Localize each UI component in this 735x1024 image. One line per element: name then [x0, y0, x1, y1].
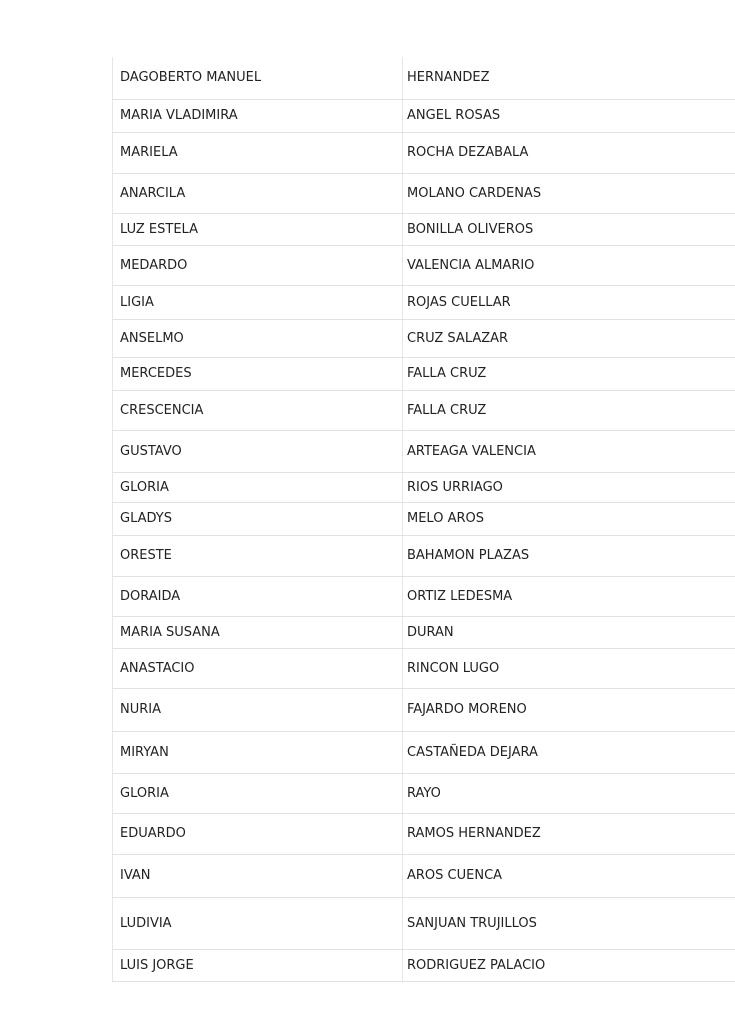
first-name-cell: ORESTE: [113, 535, 403, 576]
table-row: [113, 357, 735, 390]
first-name-cell: ANASTACIO: [113, 648, 403, 688]
last-name-cell: DURAN: [403, 616, 735, 648]
first-name-cell: LUDIVIA: [113, 897, 403, 949]
last-name-cell: HERNANDEZ: [403, 57, 735, 99]
first-name-cell: LUIS JORGE: [113, 949, 403, 981]
first-name-cell: LIGIA: [113, 285, 403, 319]
table-row: [113, 213, 735, 245]
table-row: [113, 616, 735, 648]
table-row: [113, 773, 735, 813]
first-name-cell: GLADYS: [113, 502, 403, 535]
table-row: [113, 285, 735, 319]
first-name-cell: CRESCENCIA: [113, 390, 403, 430]
table-row: [113, 576, 735, 616]
table-row: [113, 57, 735, 99]
table-row: [113, 648, 735, 688]
last-name-cell: ORTIZ LEDESMA: [403, 576, 735, 616]
last-name-cell: ARTEAGA VALENCIA: [403, 430, 735, 472]
last-name-cell: MELO AROS: [403, 502, 735, 535]
first-name-cell: DORAIDA: [113, 576, 403, 616]
last-name-cell: RIOS URRIAGO: [403, 472, 735, 502]
table-row: [113, 949, 735, 981]
table-row: [113, 854, 735, 897]
last-name-cell: FALLA CRUZ: [403, 357, 735, 390]
last-name-cell: CASTAÑEDA DEJARA: [403, 731, 735, 773]
table-row: [113, 813, 735, 854]
last-name-cell: FALLA CRUZ: [403, 390, 735, 430]
table-row: [113, 535, 735, 576]
last-name-cell: RODRIGUEZ PALACIO: [403, 949, 735, 981]
last-name-cell: CRUZ SALAZAR: [403, 319, 735, 357]
last-name-cell: VALENCIA ALMARIO: [403, 245, 735, 285]
first-name-cell: LUZ ESTELA: [113, 213, 403, 245]
first-name-cell: EDUARDO: [113, 813, 403, 854]
last-name-cell: ANGEL ROSAS: [403, 99, 735, 132]
last-name-cell: BAHAMON PLAZAS: [403, 535, 735, 576]
table-row: [113, 688, 735, 731]
table-row: [113, 502, 735, 535]
first-name-cell: IVAN: [113, 854, 403, 897]
first-name-cell: MIRYAN: [113, 731, 403, 773]
table-row: [113, 731, 735, 773]
names-table-body: [113, 57, 735, 981]
first-name-cell: GLORIA: [113, 472, 403, 502]
last-name-cell: BONILLA OLIVEROS: [403, 213, 735, 245]
first-name-cell: NURIA: [113, 688, 403, 731]
first-name-cell: ANARCILA: [113, 173, 403, 213]
table-row: [113, 132, 735, 173]
first-name-cell: GUSTAVO: [113, 430, 403, 472]
first-name-cell: DAGOBERTO MANUEL: [113, 57, 403, 99]
first-name-cell: MARIELA: [113, 132, 403, 173]
last-name-cell: SANJUAN TRUJILLOS: [403, 897, 735, 949]
last-name-cell: RAYO: [403, 773, 735, 813]
last-name-cell: ROJAS CUELLAR: [403, 285, 735, 319]
names-table: [112, 57, 735, 982]
table-row: [113, 99, 735, 132]
table-row: [113, 319, 735, 357]
first-name-cell: MERCEDES: [113, 357, 403, 390]
table-row: [113, 245, 735, 285]
last-name-cell: RAMOS HERNANDEZ: [403, 813, 735, 854]
last-name-cell: FAJARDO MORENO: [403, 688, 735, 731]
table-row: [113, 430, 735, 472]
first-name-cell: MEDARDO: [113, 245, 403, 285]
table-row: [113, 897, 735, 949]
last-name-cell: AROS CUENCA: [403, 854, 735, 897]
table-row: [113, 390, 735, 430]
first-name-cell: ANSELMO: [113, 319, 403, 357]
first-name-cell: MARIA SUSANA: [113, 616, 403, 648]
table-row: [113, 173, 735, 213]
last-name-cell: RINCON LUGO: [403, 648, 735, 688]
last-name-cell: ROCHA DEZABALA: [403, 132, 735, 173]
last-name-cell: MOLANO CARDENAS: [403, 173, 735, 213]
table-row: [113, 472, 735, 502]
first-name-cell: MARIA VLADIMIRA: [113, 99, 403, 132]
first-name-cell: GLORIA: [113, 773, 403, 813]
